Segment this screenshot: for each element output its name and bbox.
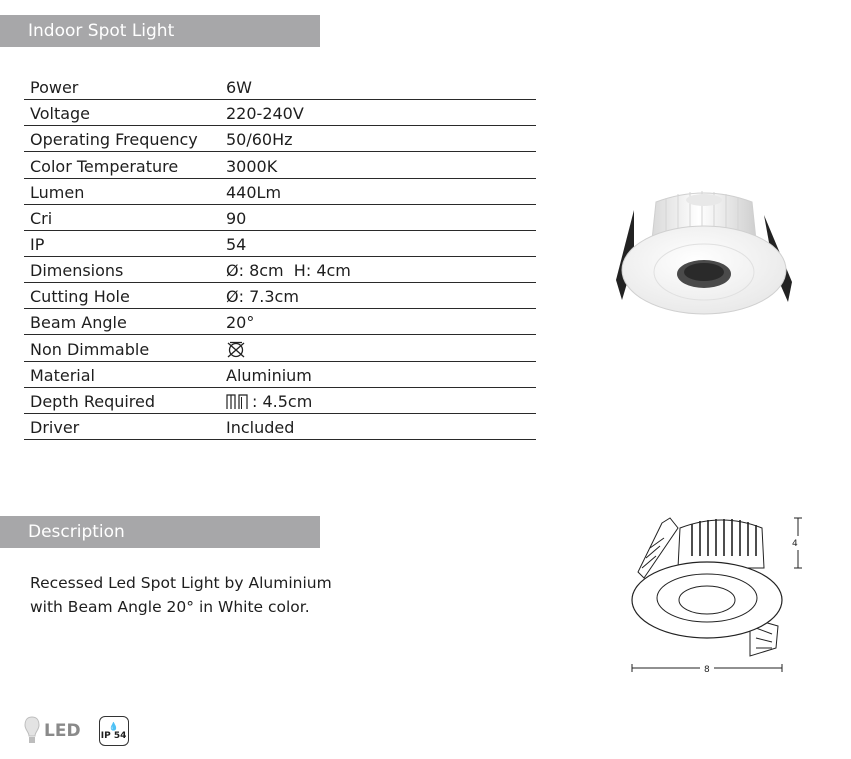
spec-label: Depth Required <box>30 391 156 411</box>
ip-rating-badge <box>99 716 129 746</box>
spec-row <box>24 335 536 361</box>
spec-value <box>226 104 536 123</box>
spec-value <box>226 341 536 359</box>
spec-value-text: Aluminium <box>226 365 312 385</box>
spec-row <box>24 414 536 440</box>
technical-drawing <box>622 508 812 680</box>
spec-value <box>226 418 536 437</box>
spec-value <box>226 183 536 202</box>
spec-value <box>226 287 536 306</box>
led-badge <box>24 716 81 746</box>
spec-label: Lumen <box>30 182 85 202</box>
spec-row <box>24 257 536 283</box>
water-drop-icon: 💧 <box>108 721 119 731</box>
spec-label: Dimensions <box>30 261 124 281</box>
description-heading: Description <box>28 522 125 542</box>
spec-value <box>226 209 536 228</box>
title-banner <box>0 15 320 47</box>
spec-value <box>226 130 536 149</box>
spec-value <box>226 313 536 332</box>
spec-value <box>226 235 536 254</box>
spec-value-text: 50/60Hz <box>226 130 293 150</box>
page-title: Indoor Spot Light <box>28 21 175 41</box>
spec-label: Power <box>30 78 79 98</box>
description-line: Recessed Led Spot Light by Aluminium <box>30 574 332 592</box>
spec-row <box>24 231 536 257</box>
spec-value-text: 220-240V <box>226 104 304 124</box>
spec-value-text: 90 <box>226 208 247 228</box>
spec-label: Driver <box>30 417 80 437</box>
spec-value <box>226 261 536 280</box>
spec-value-text: 6W <box>226 78 252 98</box>
spec-row <box>24 179 536 205</box>
badge-row <box>24 716 129 746</box>
spec-label: IP <box>30 234 45 254</box>
spec-label: Cutting Hole <box>30 287 130 307</box>
spec-value <box>226 392 536 411</box>
spec-label: Color Temperature <box>30 156 179 176</box>
spec-value-text: Ø: 8cm H: 4cm <box>226 261 351 281</box>
spec-table <box>24 74 536 440</box>
spec-value-text: : 4.5cm <box>252 391 313 411</box>
spec-value-text: 20° <box>226 313 255 333</box>
spec-row <box>24 388 536 414</box>
led-label: LED <box>44 721 81 741</box>
spec-label: Non Dimmable <box>30 339 150 359</box>
spec-value-text: 3000K <box>226 156 278 176</box>
spec-row <box>24 309 536 335</box>
spec-value-text: 54 <box>226 234 247 254</box>
description-line: with Beam Angle 20° in White color. <box>30 598 310 616</box>
description-banner <box>0 516 320 548</box>
spec-row <box>24 362 536 388</box>
non-dimmable-icon <box>226 341 246 359</box>
spec-value <box>226 366 536 385</box>
spec-value-text: Ø: 7.3cm <box>226 287 299 307</box>
bulb-icon <box>24 716 40 746</box>
spec-value-text: 440Lm <box>226 182 282 202</box>
spec-label: Beam Angle <box>30 313 127 333</box>
product-photo <box>604 180 804 320</box>
spec-label: Cri <box>30 208 53 228</box>
spec-label: Material <box>30 365 95 385</box>
spec-row <box>24 205 536 231</box>
spec-row <box>24 100 536 126</box>
spec-value <box>226 157 536 176</box>
spec-row <box>24 283 536 309</box>
spec-row <box>24 126 536 152</box>
spec-row <box>24 74 536 100</box>
description-text <box>30 571 370 619</box>
depth-icon <box>226 392 248 410</box>
ip-rating-label: IP 54 <box>100 730 127 741</box>
spec-value-text: Included <box>226 417 295 437</box>
width-label: 8 <box>704 665 710 675</box>
spec-row <box>24 152 536 178</box>
spec-label: Operating Frequency <box>30 130 198 150</box>
spec-value <box>226 78 536 97</box>
height-label: 4 <box>792 539 798 549</box>
spec-label: Voltage <box>30 104 91 124</box>
